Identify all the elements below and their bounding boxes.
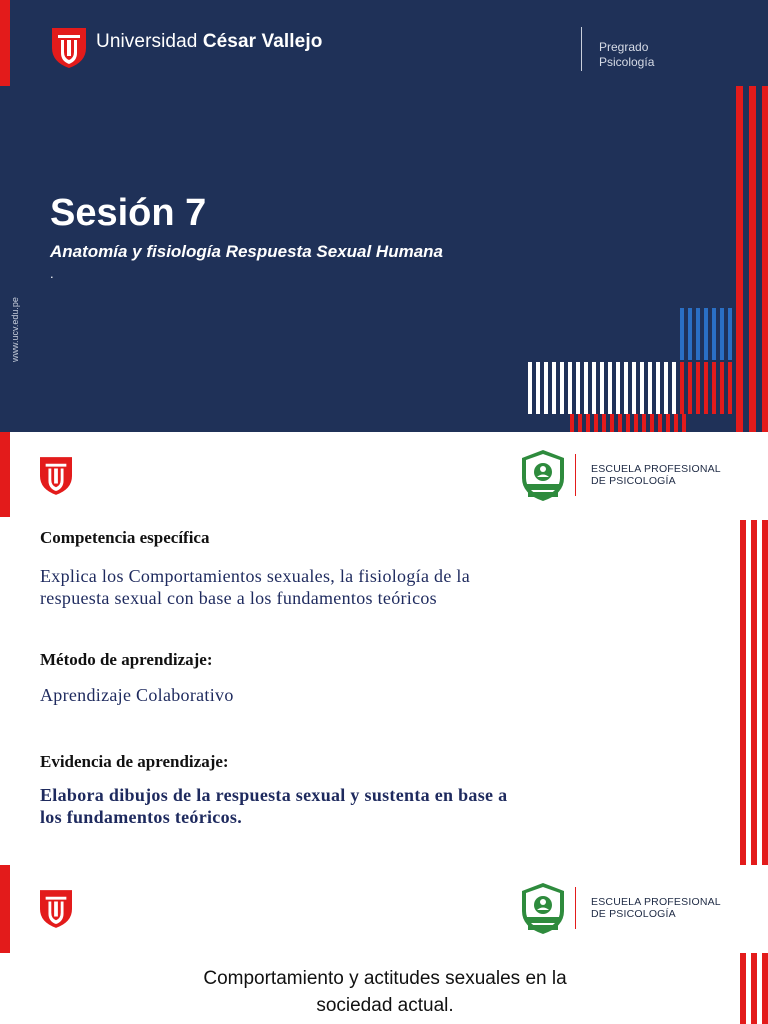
left-red-strip [0,865,10,953]
competency-heading: Competencia específica [40,528,210,547]
session-dot: . [50,266,54,281]
website-url: www.ucv.edu.pe [10,297,20,362]
psychology-badge-icon [520,448,566,502]
white-stripes [528,362,676,414]
decorative-stripes [520,80,768,432]
school-divider [575,887,576,929]
competencies-slide [0,432,768,865]
program-label: Pregrado Psicología [599,40,655,69]
evidence-text: Elabora dibujos de la respuesta sexual y sustenta en base a los fundamentos teóricos. [40,785,508,827]
ucv-logo-icon [40,457,72,495]
psychology-badge-icon [520,881,566,935]
blue-stripes [680,308,732,360]
ucv-logo-icon [52,28,86,68]
competency-text: Explica los Comportamientos sexuales, la fisiología de la respuesta sexual con base a los fundamentos teóricos [40,566,471,608]
session-subtitle: Anatomía y fisiología Respuesta Sexual Humana [50,242,444,261]
university-name: Universidad César Vallejo [96,31,323,52]
topic-slide [0,865,768,1024]
evidence-heading: Evidencia de aprendizaje: [40,752,229,771]
header-divider [581,27,582,71]
school-name: ESCUELA PROFESIONAL DE PSICOLOGÍA [591,896,721,920]
left-red-strip [0,432,10,517]
right-red-stripes [740,953,768,1024]
school-divider [575,454,576,496]
method-text: Aprendizaje Colaborativo [40,685,234,705]
school-name: ESCUELA PROFESIONAL DE PSICOLOGÍA [591,463,721,487]
session-title: Sesión 7 [50,192,207,234]
cover-slide [0,0,768,432]
red-stripes-tall [736,86,768,432]
right-red-stripes [740,520,768,865]
method-heading: Método de aprendizaje: [40,650,213,669]
left-red-strip [0,0,10,86]
ucv-logo-icon [40,890,72,928]
topic-text: Comportamiento y actitudes sexuales en la sociedad actual. [203,968,567,1016]
